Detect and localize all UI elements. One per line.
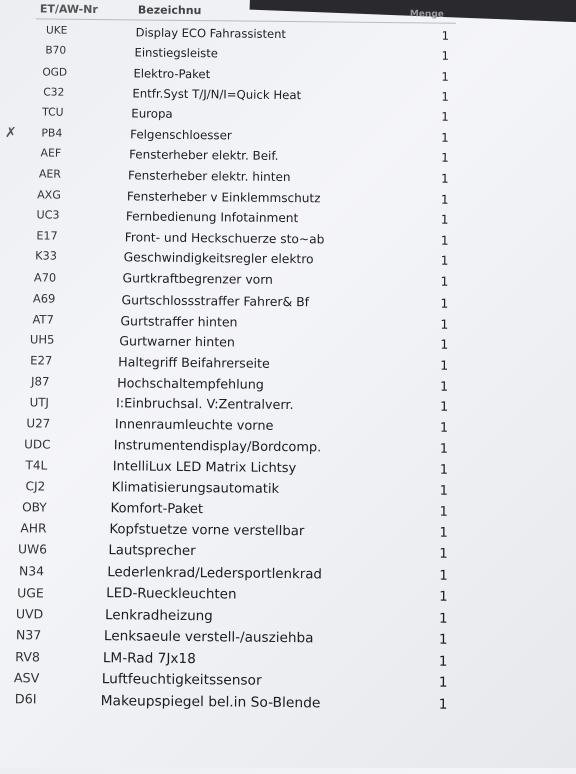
option-description: Fensterheber elektr. Beif. [129,148,279,164]
option-description: Gurtwarner hinten [119,334,235,350]
option-quantity: 1 [441,254,449,268]
option-description: Lenkradheizung [105,607,213,624]
option-code: ASV [0,670,62,686]
option-description: I:Einbruchsal. V:Zentralverr. [116,396,294,413]
option-quantity: 1 [440,442,448,457]
option-code: T4L [1,458,71,473]
option-code: AEF [16,147,86,161]
option-description: Hochschaltempfehlung [117,375,264,392]
option-quantity: 1 [439,632,448,648]
option-code: UVD [0,606,65,622]
option-code: E27 [6,353,76,368]
option-description: Innenraumleuchte vorne [115,417,274,434]
option-quantity: 1 [440,316,448,331]
option-code: UGE [0,585,66,601]
option-code: AXG [14,188,84,202]
option-description: LM-Rad 7Jx18 [103,650,196,667]
option-description: Makeupspiegel bel.in So-Blende [101,693,321,711]
option-code: AER [15,167,85,181]
option-description: IntelliLux LED Matrix Lichtsy [113,459,297,476]
option-code: K33 [11,250,81,264]
option-code: TCU [18,106,88,120]
option-code: C32 [19,85,89,99]
option-quantity: 1 [441,151,449,165]
option-description: Entfr.Syst T/J/N/I=Quick Heat [132,86,301,102]
option-description: Komfort-Paket [110,501,203,517]
option-code: D6I [0,692,61,708]
option-code: UTJ [4,395,74,410]
option-quantity: 1 [439,675,448,691]
option-quantity: 1 [439,526,448,541]
option-code: A70 [10,270,80,285]
option-code: UKE [22,24,92,37]
option-description: Felgenschloesser [130,127,232,142]
option-description: Gurtkraftbegrenzer vorn [123,271,273,287]
option-quantity: 1 [439,590,448,605]
option-code: AHR [0,521,69,536]
option-quantity: 1 [441,192,449,206]
option-description: Fensterheber elektr. hinten [128,168,291,184]
option-code: PB4 [17,126,87,140]
option-description: LED-Rueckleuchten [106,586,236,602]
option-quantity: 1 [440,295,448,310]
header-description: Bezeichnu [138,3,202,17]
option-quantity: 1 [439,611,448,627]
option-description: Front- und Heckschuerze sto~ab [125,230,325,246]
option-quantity: 1 [441,110,449,124]
option-code: OBY [0,500,70,515]
option-description: Haltegriff Beifahrerseite [118,355,270,372]
option-code: UW6 [0,542,68,557]
option-description: Europa [131,107,173,121]
option-code: UC3 [13,208,83,222]
option-quantity: 1 [440,484,448,499]
option-description: Klimatisierungsautomatik [112,480,280,497]
option-description: Gurtstraffer hinten [120,313,237,329]
option-quantity: 1 [439,547,448,562]
option-description: Gurtschlossstraffer Fahrer& Bf [121,292,309,309]
option-quantity: 1 [439,505,448,520]
option-quantity: 1 [440,337,448,352]
header-divider [36,18,456,23]
option-description: Display ECO Fahrassistent [136,25,286,41]
option-description: Lederlenkrad/Ledersportlenkrad [107,565,322,582]
option-description: Elektro-Paket [133,66,210,81]
option-quantity: 1 [439,568,448,583]
option-quantity: 1 [440,358,448,373]
option-code: RV8 [0,649,63,665]
option-description: Lenksaeule verstell-/ausziehba [104,629,314,647]
option-code: U27 [3,416,73,431]
option-description: Geschwindigkeitsregler elektro [124,251,314,267]
option-code: UDC [2,437,72,452]
option-code: OGD [20,65,90,79]
option-quantity: 1 [441,172,449,186]
option-code: A69 [9,291,79,306]
option-quantity: 1 [441,233,449,247]
option-quantity: 1 [441,213,449,227]
option-code: E17 [12,229,82,243]
option-quantity: 1 [439,696,448,712]
option-quantity: 1 [441,90,449,104]
option-quantity: 1 [440,379,448,394]
handwritten-cross-mark: ✗ [5,125,17,141]
option-description: Fensterheber v Einklemmschutz [127,189,321,205]
option-quantity: 1 [439,653,448,669]
option-description: Luftfeuchtigkeitssensor [102,671,262,689]
option-quantity: 1 [442,29,449,43]
option-code: AT7 [8,312,78,327]
option-code: N37 [0,627,64,643]
option-quantity: 1 [441,131,449,145]
header-code: ET/AW-Nr [40,2,98,16]
option-description: Lautsprecher [108,544,195,560]
option-description: Fernbedienung Infotainment [126,209,299,225]
option-description: Einstiegsleiste [135,46,218,61]
option-code: UH5 [7,333,77,348]
option-code: N34 [0,564,67,579]
option-quantity: 1 [441,49,449,63]
option-description: Kopfstuetze vorne verstellbar [109,522,304,539]
option-code: B70 [21,45,91,58]
option-quantity: 1 [441,275,449,289]
option-quantity: 1 [441,69,449,83]
header-quantity: Menge [410,9,444,19]
option-quantity: 1 [440,463,448,478]
option-quantity: 1 [440,421,448,436]
option-quantity: 1 [440,400,448,415]
option-description: Instrumentendisplay/Bordcomp. [114,438,322,455]
option-code: J87 [5,374,75,389]
option-code: CJ2 [0,479,70,494]
